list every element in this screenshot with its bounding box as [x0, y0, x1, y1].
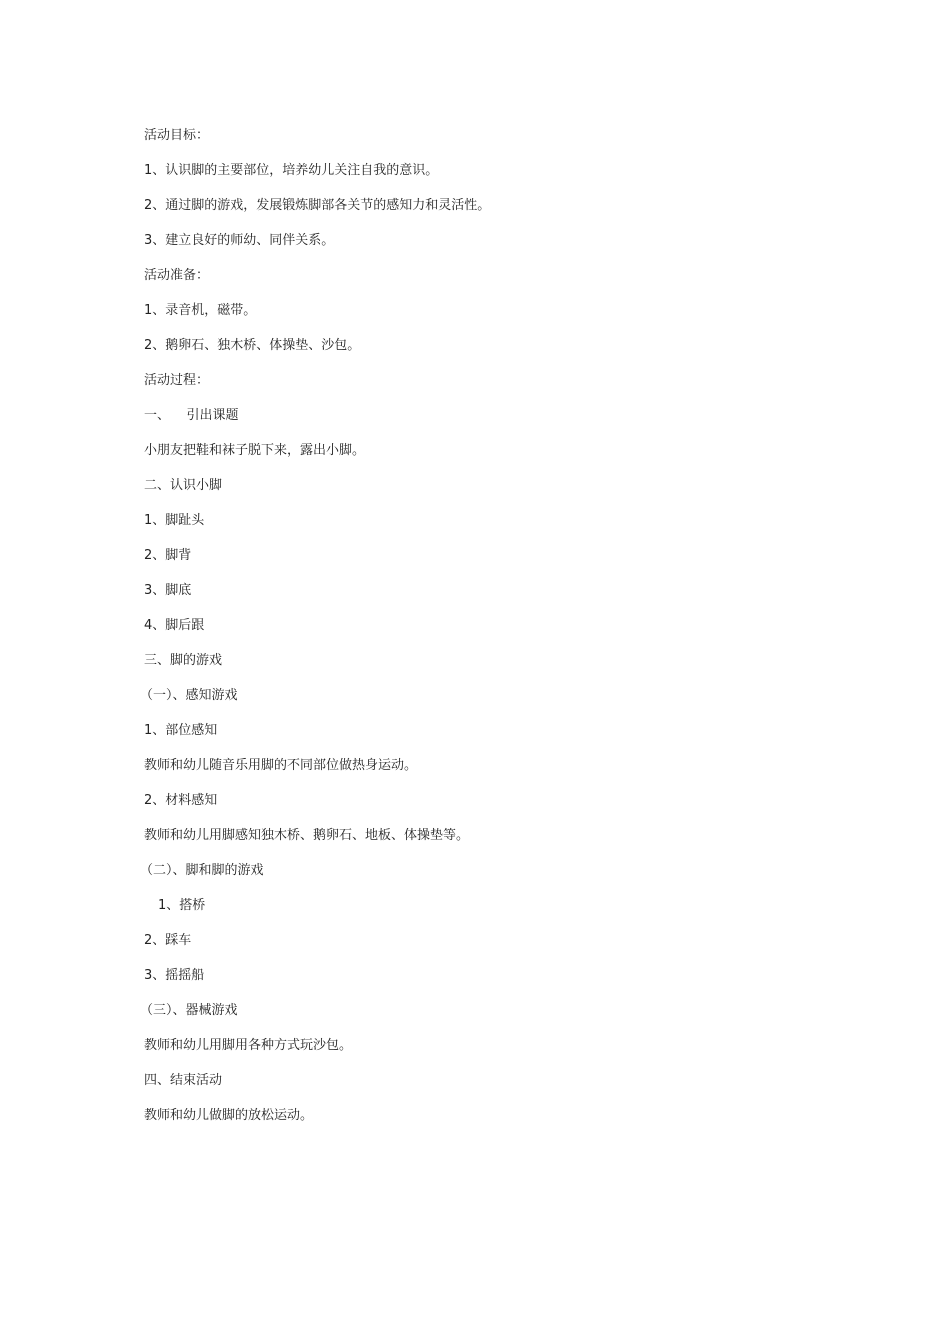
- game-section-1-item-2-text: 教师和幼儿用脚感知独木桥、鹅卵石、地板、体操垫等。: [144, 828, 470, 843]
- game-section-1-item-1-text: 教师和幼儿随音乐用脚的不同部位做热身运动。: [144, 758, 418, 773]
- goal-item-3: 3、建立良好的师幼、同伴关系。: [144, 233, 335, 248]
- foot-part-item-3: 3、脚底: [144, 583, 192, 598]
- foot-part-item-4: 4、脚后跟: [144, 618, 205, 633]
- foot-part-item-1: 1、脚趾头: [144, 513, 205, 528]
- process-step-3-heading: 三、脚的游戏: [144, 653, 223, 668]
- game-section-3-heading: （三）、器械游戏: [140, 1003, 238, 1018]
- process-step-1-heading: 一、 引出课题: [144, 408, 239, 423]
- heading-activity-goals: 活动目标：: [144, 128, 210, 143]
- process-step-1-text: 小朋友把鞋和袜子脱下来，露出小脚。: [144, 443, 366, 458]
- game-section-1-item-1: 1、部位感知: [144, 723, 218, 738]
- goal-item-2: 2、通过脚的游戏，发展锻炼脚部各关节的感知力和灵活性。: [144, 198, 491, 213]
- game-section-1-item-2: 2、材料感知: [144, 793, 218, 808]
- heading-activity-process: 活动过程：: [144, 373, 210, 388]
- document-body: [140, 124, 824, 1139]
- foot-part-item-2: 2、脚背: [144, 548, 192, 563]
- process-step-4-heading: 四、结束活动: [144, 1073, 223, 1088]
- game-section-2-item-2: 2、踩车: [144, 933, 192, 948]
- process-step-4-text: 教师和幼儿做脚的放松运动。: [144, 1108, 314, 1123]
- game-section-1-heading: （一）、感知游戏: [140, 688, 238, 703]
- preparation-item-2: 2、鹅卵石、独木桥、体操垫、沙包。: [144, 338, 361, 353]
- goal-item-1: 1、认识脚的主要部位，培养幼儿关注自我的意识。: [144, 163, 439, 178]
- game-section-3-text: 教师和幼儿用脚用各种方式玩沙包。: [144, 1038, 353, 1053]
- game-section-2-item-3: 3、摇摇船: [144, 968, 205, 983]
- game-section-2-item-1: 1、搭桥: [158, 898, 206, 913]
- preparation-item-1: 1、录音机，磁带。: [144, 303, 257, 318]
- game-section-2-heading: （二）、脚和脚的游戏: [140, 863, 264, 878]
- heading-activity-preparation: 活动准备：: [144, 268, 210, 283]
- process-step-2-heading: 二、认识小脚: [144, 478, 223, 493]
